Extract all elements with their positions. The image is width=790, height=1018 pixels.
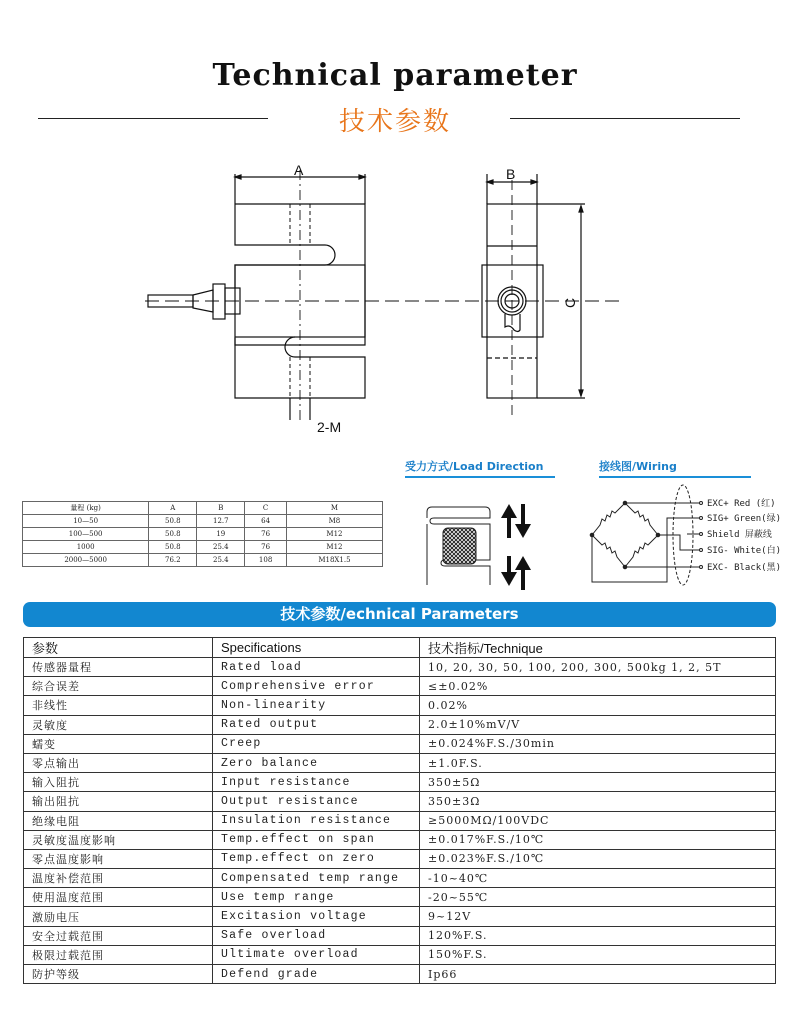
table-cell: 25.4 [197,554,245,567]
table-row [24,677,776,696]
param-value: 150%F.S. [420,945,776,964]
header-cell: M [286,502,382,515]
wire-label-exc-plus: EXC+ Red (红) [707,499,776,509]
spec-table-body [24,658,776,984]
label-c: C [562,297,578,308]
dimension-drawing [130,150,630,440]
param-value: 2.0±10%mV/V [420,715,776,734]
table-cell: 19 [197,528,245,541]
param-value: -10~40℃ [420,869,776,888]
param-name-en: Ultimate overload [213,945,420,964]
load-direction-diagram [410,490,560,590]
param-name-en: Output resistance [213,792,420,811]
table-cell: M12 [286,528,382,541]
load-direction-underline [405,476,555,478]
table-cell: M12 [286,541,382,554]
param-name-en: Defend grade [213,965,420,984]
param-name-cn: 温度补偿范围 [24,869,213,888]
table-row [24,715,776,734]
spec-banner: 技术参数/echnical Parameters [23,602,776,627]
table-cell: M18X1.5 [286,554,382,567]
table-cell: 76 [245,541,287,554]
header-param: 参数 [24,638,213,658]
wiring-underline [599,476,751,478]
header-specifications: Specifications [213,638,420,658]
table-cell: 2000—5000 [23,554,149,567]
table-cell: 25.4 [197,541,245,554]
table-row [24,811,776,830]
param-name-cn: 传感器量程 [24,658,213,677]
wiring-diagram [570,480,785,590]
param-value: ±0.017%F.S./10℃ [420,830,776,849]
table-cell: 10—50 [23,515,149,528]
param-value: 120%F.S. [420,926,776,945]
param-name-cn: 综合误差 [24,677,213,696]
table-row [24,926,776,945]
table-cell: 76.2 [149,554,197,567]
table-row [24,869,776,888]
param-value: Ip66 [420,965,776,984]
table-cell: 50.8 [149,515,197,528]
param-value: ±1.0F.S. [420,753,776,772]
wire-label-sig-plus: SIG+ Green(绿) [707,514,782,524]
param-name-cn: 安全过载范围 [24,926,213,945]
param-name-cn: 输出阻抗 [24,792,213,811]
table-row [24,965,776,984]
wheatstone-bridge-icon [590,501,660,569]
param-name-cn: 蠕变 [24,734,213,753]
wiring-title: 接线图/Wiring [599,460,677,473]
table-cell: 108 [245,554,287,567]
label-a: A [294,162,304,178]
spec-table [23,637,776,984]
param-name-cn: 防护等级 [24,965,213,984]
table-row [23,541,383,554]
load-direction-title: 受力方式/Load Direction [405,460,544,473]
param-name-cn: 激励电压 [24,907,213,926]
table-header-row [23,502,383,515]
table-row [24,753,776,772]
param-name-en: Temp.effect on span [213,830,420,849]
param-name-en: Compensated temp range [213,869,420,888]
compression-arrows-icon [501,556,531,590]
param-value: ±0.023%F.S./10℃ [420,849,776,868]
param-value: ±0.024%F.S./30min [420,734,776,753]
table-cell: 50.8 [149,528,197,541]
param-name-en: Comprehensive error [213,677,420,696]
param-name-cn: 灵敏度温度影响 [24,830,213,849]
param-name-cn: 极限过载范围 [24,945,213,964]
table-cell: M8 [286,515,382,528]
table-cell: 12.7 [197,515,245,528]
header-cell: 量程 (kg) [23,502,149,515]
param-name-en: Use temp range [213,888,420,907]
param-name-cn: 非线性 [24,696,213,715]
dimensions-table [22,501,383,567]
param-value: 0.02% [420,696,776,715]
param-name-cn: 零点温度影响 [24,849,213,868]
param-name-cn: 使用温度范围 [24,888,213,907]
param-value: 10, 20, 30, 50, 100, 200, 300, 500kg 1, 2, 5T [420,658,776,677]
param-name-en: Rated output [213,715,420,734]
table-row [24,907,776,926]
strain-gauge-icon [443,528,476,564]
table-cell: 76 [245,528,287,541]
title-divider-right [510,118,740,119]
param-name-cn: 灵敏度 [24,715,213,734]
wire-label-exc-minus: EXC- Black(黑) [707,563,782,573]
front-view [148,162,365,435]
table-cell: 64 [245,515,287,528]
param-name-en: Temp.effect on zero [213,849,420,868]
table-row [24,773,776,792]
table-row [24,849,776,868]
header-cell: B [197,502,245,515]
label-b: B [506,166,516,182]
table-row [24,792,776,811]
page-title: Technical parameter [212,58,578,93]
table-row [24,888,776,907]
param-name-en: Creep [213,734,420,753]
tension-arrows-icon [501,504,531,538]
param-name-cn: 零点输出 [24,753,213,772]
param-name-en: Non-linearity [213,696,420,715]
param-name-cn: 输入阻抗 [24,773,213,792]
wire-label-shield: Shield 屏蔽线 [707,530,772,540]
table-row [24,830,776,849]
param-value: ≤±0.02% [420,677,776,696]
table-row [23,515,383,528]
table-row [24,734,776,753]
param-value: 9~12V [420,907,776,926]
param-value: ≥5000MΩ/100VDC [420,811,776,830]
param-name-en: Zero balance [213,753,420,772]
param-name-en: Safe overload [213,926,420,945]
param-name-en: Excitasion voltage [213,907,420,926]
param-name-en: Input resistance [213,773,420,792]
param-name-en: Insulation resistance [213,811,420,830]
header-cell: C [245,502,287,515]
table-cell: 1000 [23,541,149,554]
param-name-cn: 绝缘电阻 [24,811,213,830]
table-row [23,528,383,541]
table-row [24,945,776,964]
header-technique: 技术指标/Technique [420,638,776,658]
header-cell: A [149,502,197,515]
param-value: 350±3Ω [420,792,776,811]
table-row [24,696,776,715]
table-cell: 100—500 [23,528,149,541]
table-header-row [24,638,776,658]
param-value: 350±5Ω [420,773,776,792]
table-row [24,658,776,677]
label-2m: 2-M [317,419,342,435]
table-row [23,554,383,567]
param-value: -20~55℃ [420,888,776,907]
wire-label-sig-minus: SIG- White(白) [707,546,782,556]
table-cell: 50.8 [149,541,197,554]
side-view [482,166,585,420]
param-name-en: Rated load [213,658,420,677]
page-subtitle: 技术参数 [338,107,451,137]
